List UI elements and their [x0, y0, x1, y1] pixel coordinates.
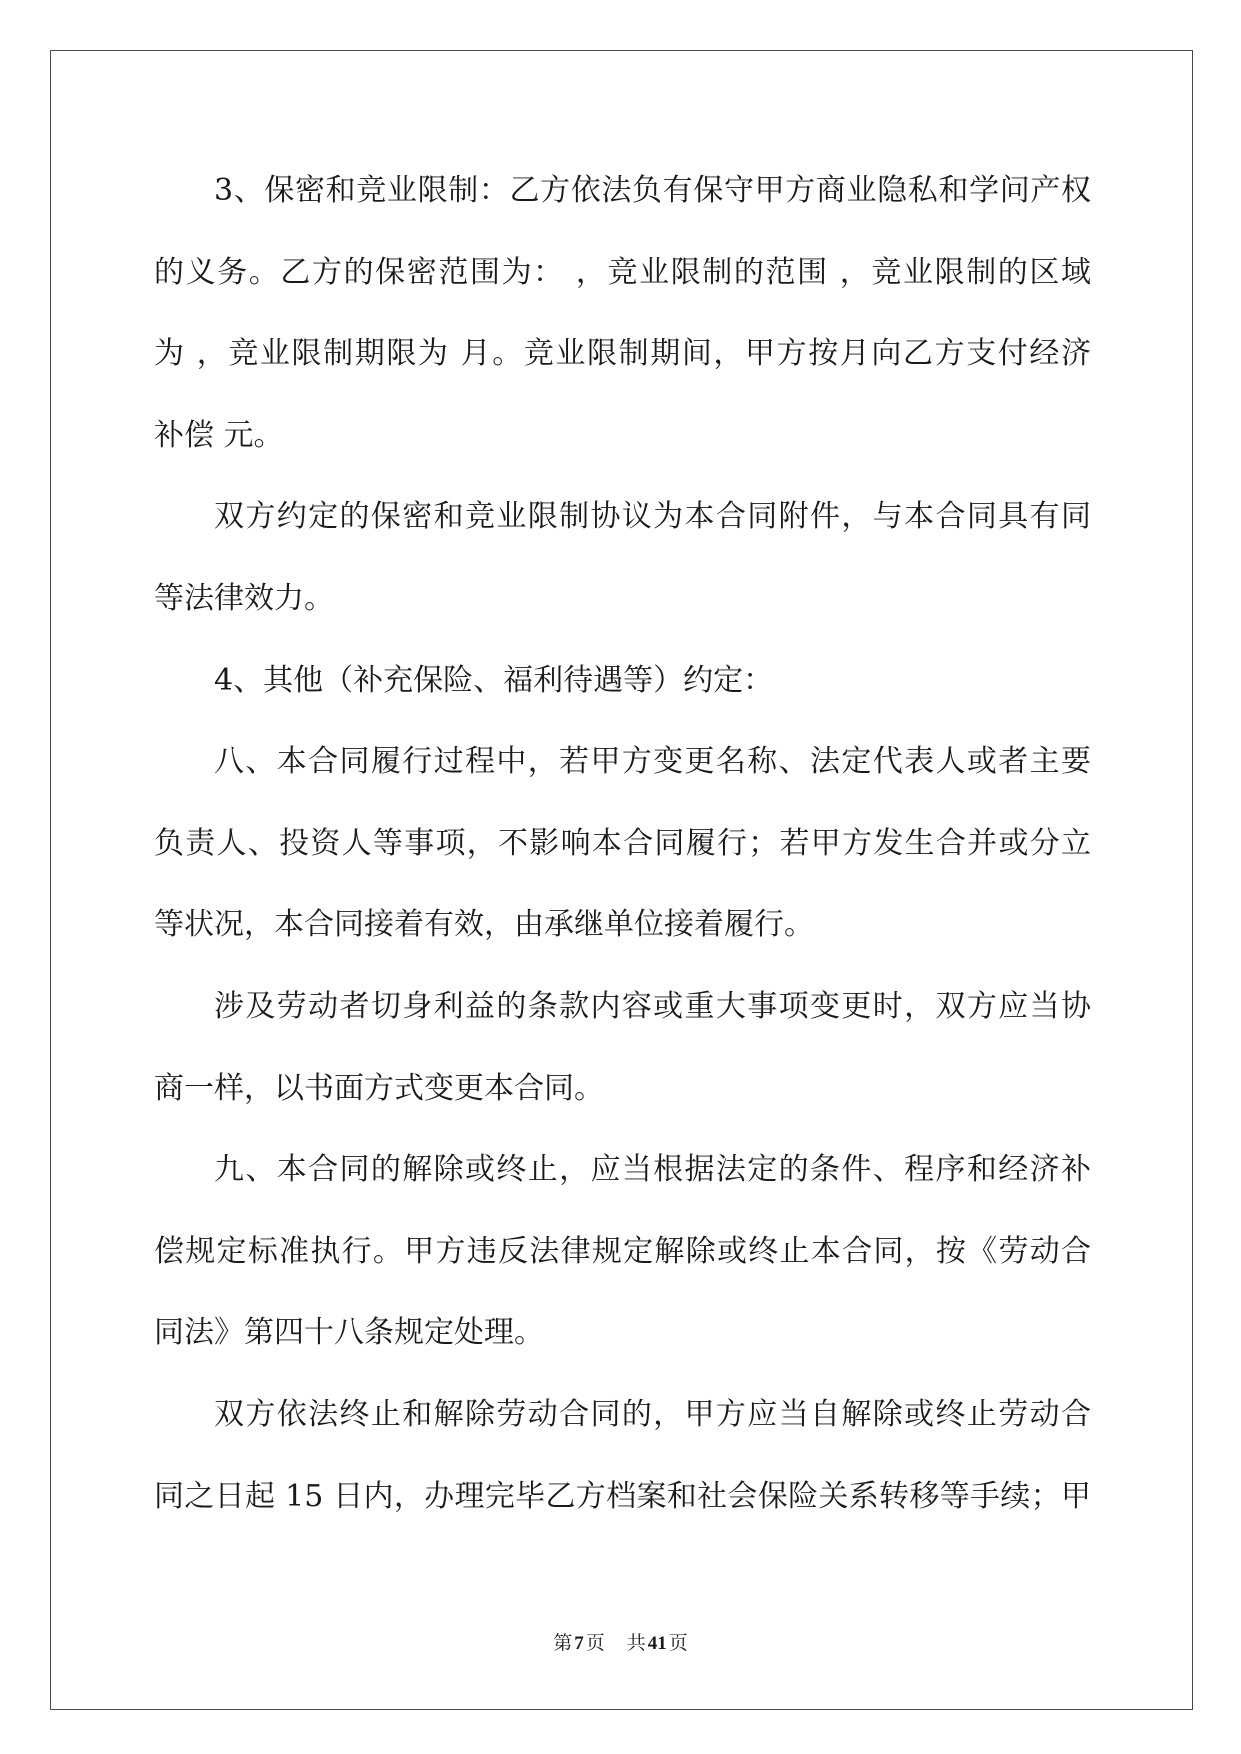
text-line: 九、本合同的解除或终止，应当根据法定的条件、程序和经济补 [214, 1152, 1091, 1188]
text-line: 4、其他（补充保险、福利待遇等）约定： [214, 662, 774, 698]
paragraph [154, 1374, 1091, 1537]
text-line: 的义务。乙方的保密范围为： ，竞业限制的范围 ，竞业限制的区域 [154, 254, 1091, 290]
paragraph [154, 721, 1091, 966]
text-line: 同之日起 15 日内，办理完毕乙方档案和社会保险关系转移等手续；甲 [154, 1478, 1091, 1514]
page-suffix: 页 [585, 1633, 605, 1654]
document-body [154, 150, 1091, 1537]
text-line: 双方约定的保密和竞业限制协议为本合同附件，与本合同具有同 [214, 499, 1091, 535]
text-line: 等状况，本合同接着有效，由承继单位接着履行。 [154, 907, 814, 943]
paragraph [154, 966, 1091, 1129]
total-suffix: 页 [668, 1633, 688, 1654]
text-line: 3、保密和竞业限制：乙方依法负有保守甲方商业隐私和学问产权 [214, 173, 1091, 208]
total-pages: 41 [647, 1633, 667, 1654]
text-line: 商一样，以书面方式变更本合同。 [154, 1070, 604, 1106]
text-line: 等法律效力。 [154, 580, 334, 616]
paragraph [154, 1129, 1091, 1374]
page-number: 7 [574, 1633, 584, 1654]
page-prefix: 第 [553, 1633, 573, 1654]
text-line: 双方依法终止和解除劳动合同的，甲方应当自解除或终止劳动合 [214, 1396, 1091, 1432]
page-footer [0, 1630, 1241, 1658]
paragraph [154, 150, 1091, 476]
text-line: 补偿 元。 [154, 417, 284, 453]
text-line: 同法》第四十八条规定处理。 [154, 1315, 544, 1351]
text-line: 涉及劳动者切身利益的条款内容或重大事项变更时，双方应当协 [214, 988, 1091, 1024]
paragraph [154, 476, 1091, 639]
paragraph [154, 640, 1091, 722]
text-line: 八、本合同履行过程中，若甲方变更名称、法定代表人或者主要 [214, 744, 1091, 780]
text-line: 为 ，竞业限制期限为 月。竞业限制期间，甲方按月向乙方支付经济 [154, 336, 1091, 372]
text-line: 偿规定标准执行。甲方违反法律规定解除或终止本合同，按《劳动合 [154, 1233, 1091, 1269]
total-prefix: 共 [626, 1633, 646, 1654]
text-line: 负责人、投资人等事项，不影响本合同履行；若甲方发生合并或分立 [154, 825, 1091, 861]
